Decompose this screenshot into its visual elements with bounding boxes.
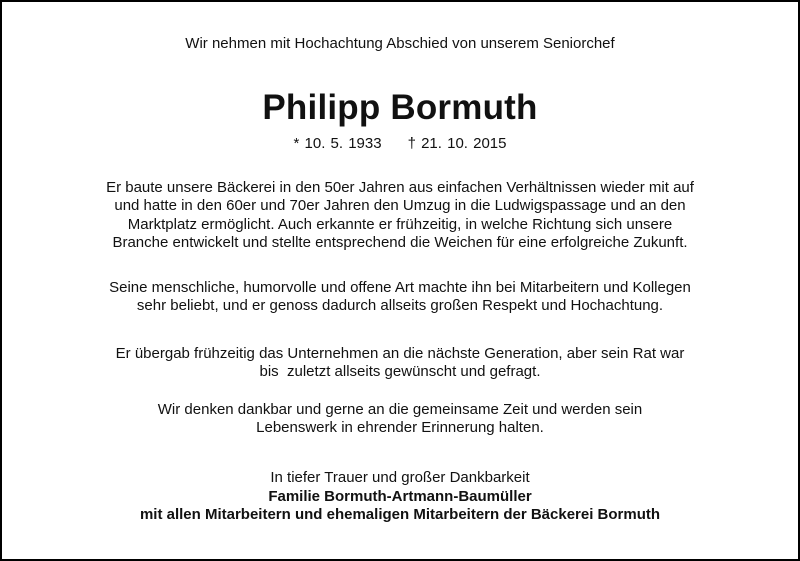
paragraph-line: Wir denken dankbar und gerne an die gemeinsame Zeit und werden sein	[157, 401, 643, 418]
paragraph-line: Seine menschliche, humorvolle und offene Art machte ihn bei Mitarbeitern und Kollegen	[109, 279, 691, 296]
death-date: † 21. 10. 2015	[407, 135, 507, 152]
paragraph-line: Branche entwickelt und stellte entsprechend die Weichen für eine erfolgreiche Zukunft.	[112, 233, 688, 251]
paragraph-line: sehr beliebt, und er genoss dadurch allseits großen Respekt und Hochachtung.	[136, 297, 664, 315]
life-dates	[2, 135, 798, 153]
paragraph-line: bis zuletzt allseits gewünscht und gefragt.	[259, 363, 541, 381]
paragraph-line: Er übergab frühzeitig das Unternehmen an die nächste Generation, aber sein Rat war	[115, 345, 685, 362]
paragraph-gratitude	[2, 401, 798, 438]
paragraph-life-work	[2, 179, 798, 252]
staff-line: mit allen Mitarbeitern und ehemaligen Mitarbeitern der Bäckerei Bormuth	[139, 506, 661, 523]
paragraph-succession	[2, 345, 798, 382]
mourning-line: In tiefer Trauer und großer Dankbarkeit	[270, 469, 530, 486]
intro-text: Wir nehmen mit Hochachtung Abschied von unserem Seniorchef	[185, 35, 615, 52]
paragraph-line: Er baute unsere Bäckerei in den 50er Jahren aus einfachen Verhältnissen wieder mit auf	[106, 179, 694, 196]
paragraph-line: und hatte in den 60er und 70er Jahren den Umzug in die Ludwigspassage und an den	[114, 197, 686, 215]
family-name: Familie Bormuth-Artmann-Baumüller	[268, 487, 532, 505]
paragraph-character	[2, 279, 798, 316]
paragraph-line: Lebenswerk in ehrender Erinnerung halten.	[256, 419, 544, 437]
closing-signature	[2, 469, 798, 525]
birth-date: * 10. 5. 1933	[293, 135, 382, 152]
deceased-name: Philipp Bormuth	[262, 88, 538, 127]
paragraph-line: Marktplatz ermöglicht. Auch erkannte er frühzeitig, in welche Richtung sich unsere	[127, 215, 673, 233]
